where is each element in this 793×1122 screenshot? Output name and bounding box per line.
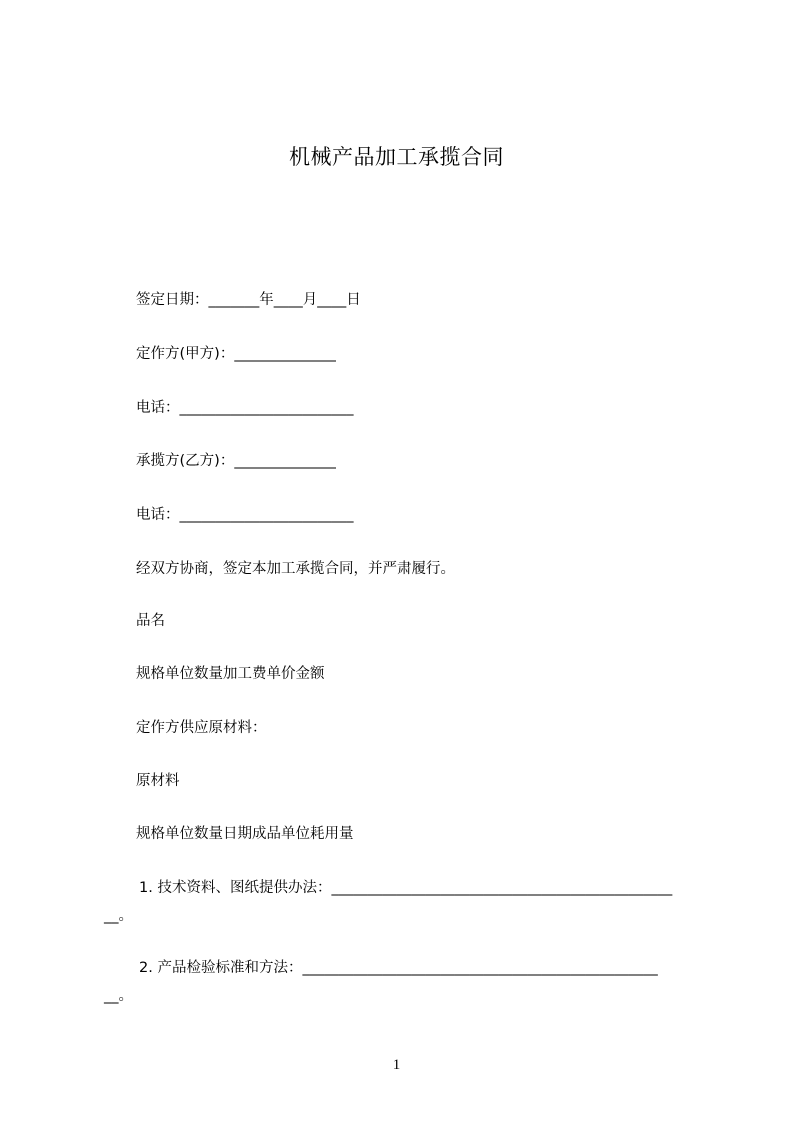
product-spec-header: 规格单位数量加工费单价金额 bbox=[136, 666, 325, 682]
sign-date-line: 签定日期：_______年____月____日 bbox=[136, 292, 361, 308]
clause-1-continuation: __。 bbox=[104, 908, 133, 924]
clause-2-inspection: 2. 产品检验标准和方法：_________________________________________________ bbox=[139, 960, 658, 976]
party-b-line: 承揽方(乙方)：______________ bbox=[136, 453, 336, 469]
agreement-statement: 经双方协商，签定本加工承揽合同，并严肃履行。 bbox=[136, 561, 455, 577]
party-a-line: 定作方(甲方)：______________ bbox=[136, 346, 336, 362]
party-b-phone-line: 电话：________________________ bbox=[136, 507, 354, 523]
supplied-materials-label: 定作方供应原材料： bbox=[136, 720, 267, 736]
party-a-phone-line: 电话：________________________ bbox=[136, 400, 354, 416]
raw-materials-label: 原材料 bbox=[136, 773, 180, 789]
clause-2-continuation: __。 bbox=[104, 988, 133, 1004]
product-name-label: 品名 bbox=[136, 613, 165, 629]
material-spec-header: 规格单位数量日期成品单位耗用量 bbox=[136, 826, 354, 842]
page-number: 1 bbox=[392, 1057, 401, 1073]
clause-1-technical-docs: 1. 技术资料、图纸提供办法：_______________________________________________ bbox=[139, 880, 673, 896]
contract-title: 机械产品加工承揽合同 bbox=[289, 145, 504, 169]
